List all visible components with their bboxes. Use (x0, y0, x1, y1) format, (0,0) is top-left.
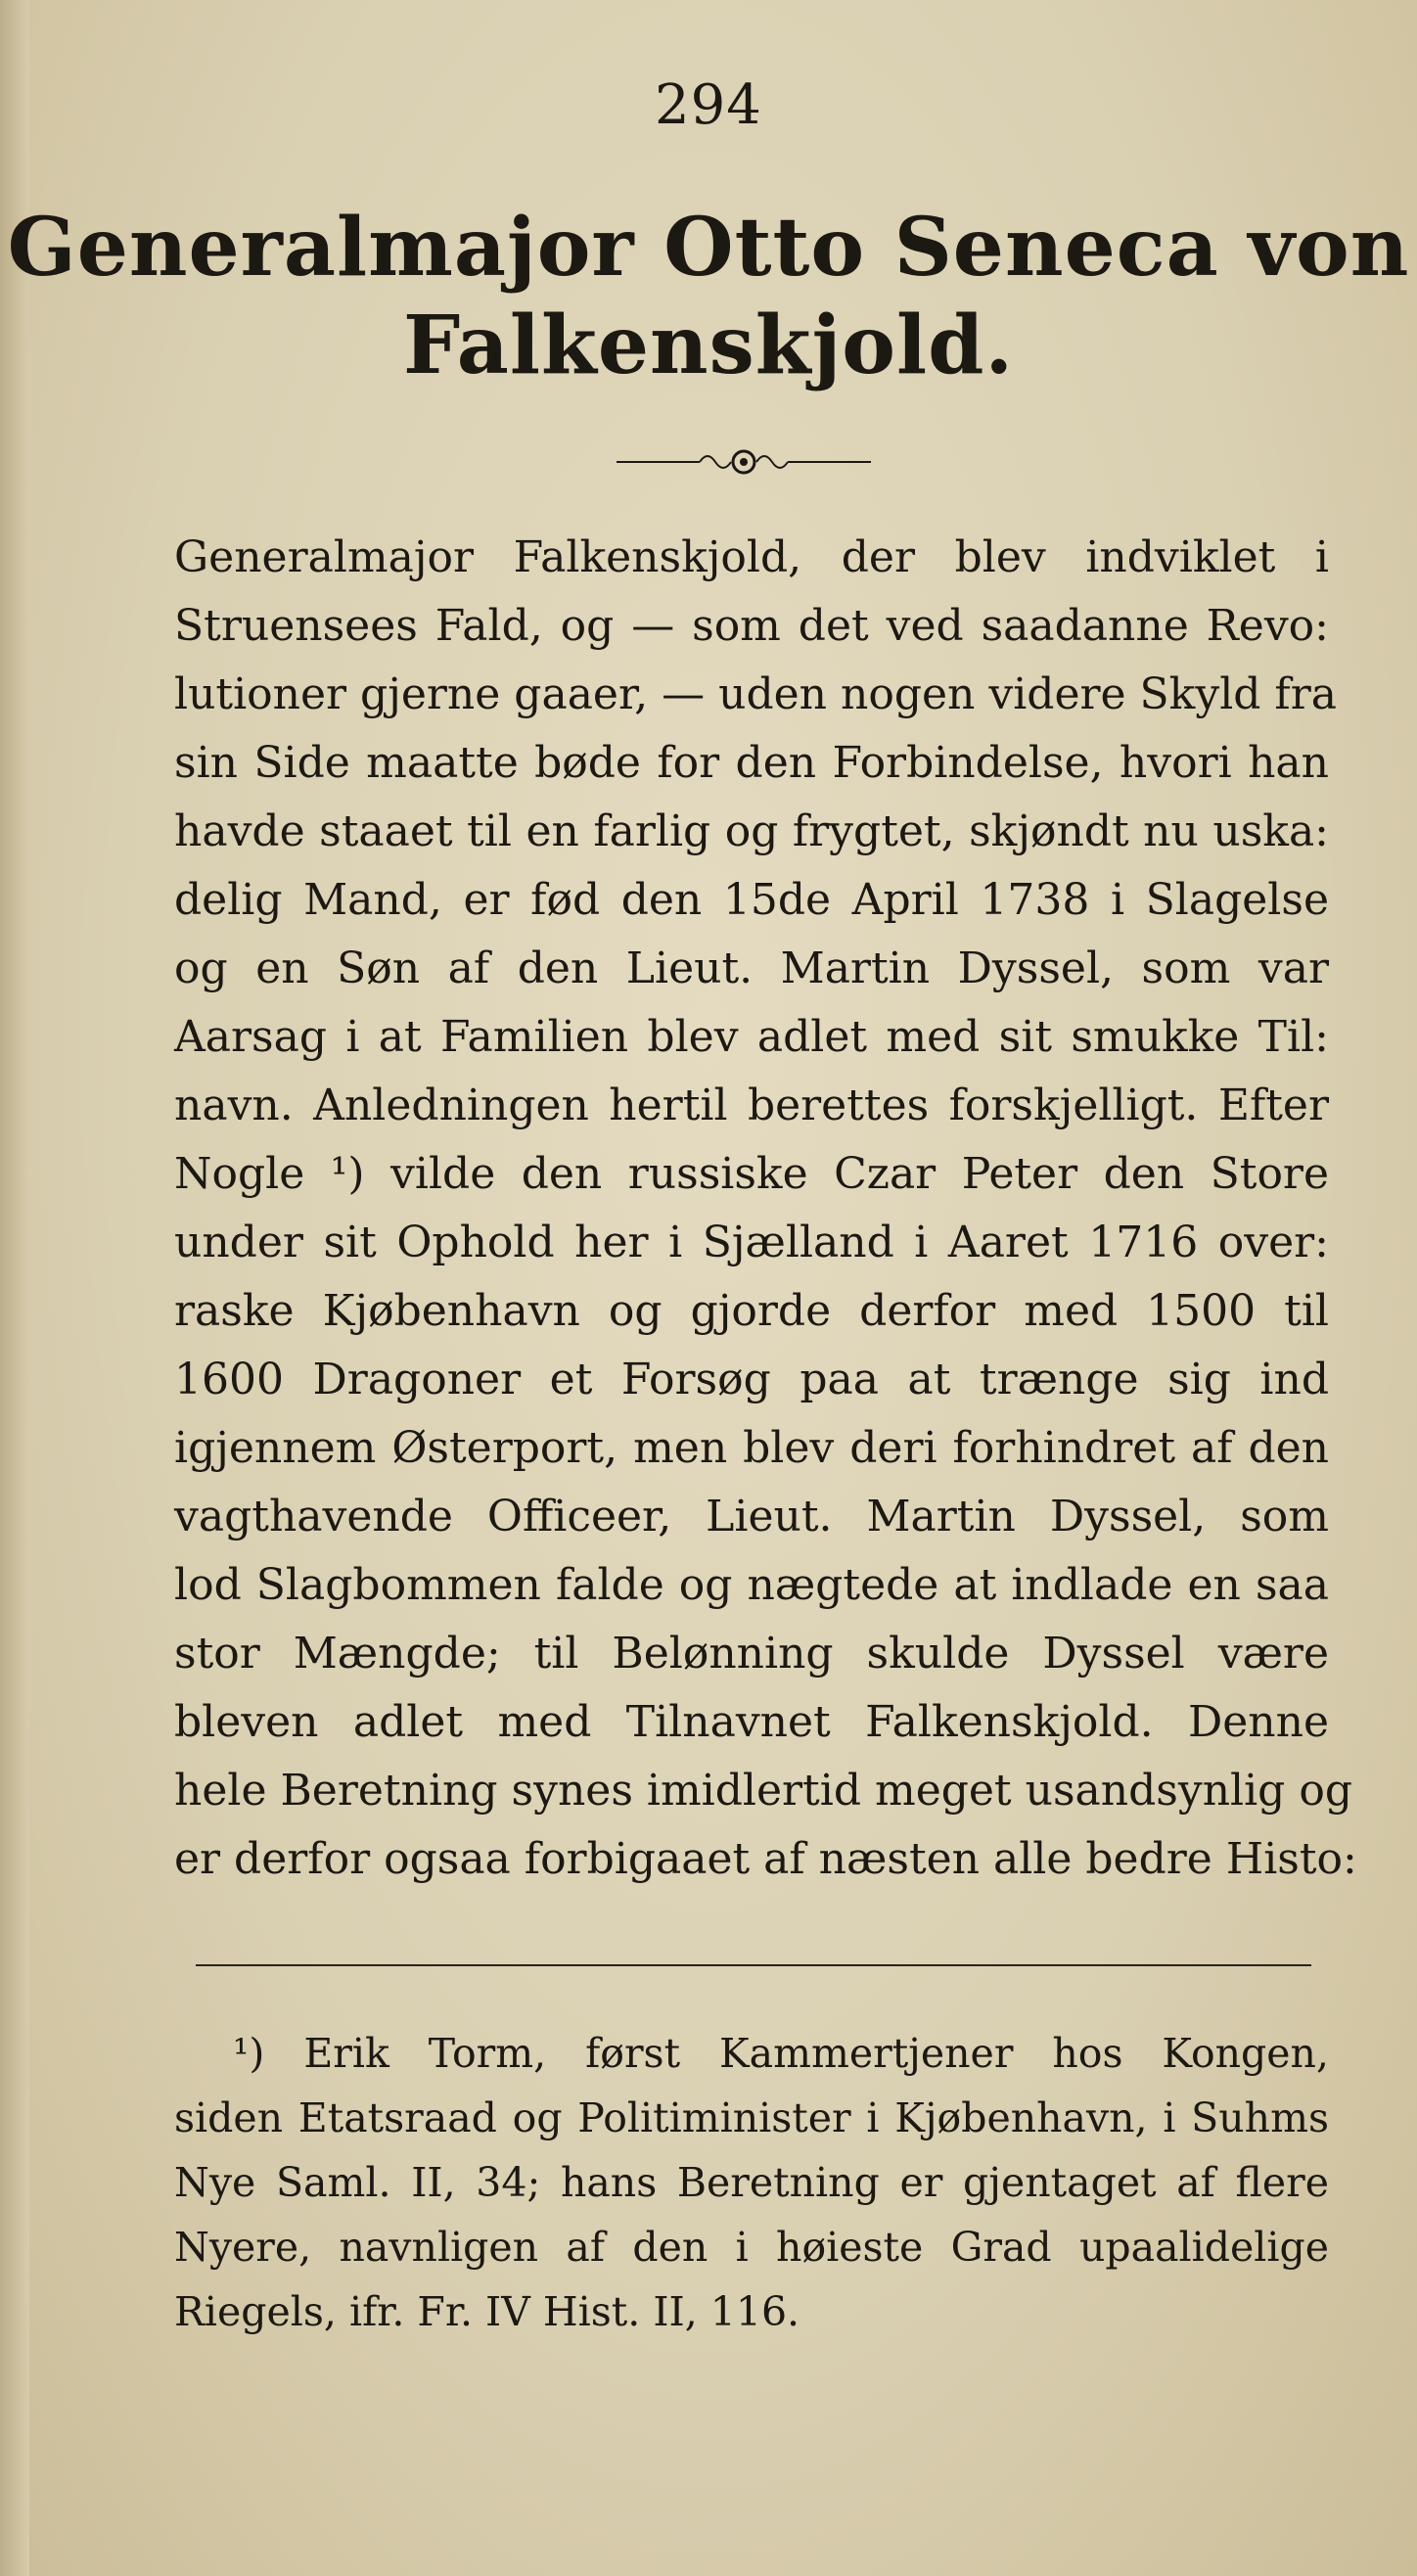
text-line: stor Mængde; til Belønning skulde Dyssel være (174, 1629, 1329, 1679)
text-line: havde staaet til en farlig og frygtet, skjøndt nu uska: (174, 806, 1329, 856)
text-line: lutioner gjerne gaaer, — uden nogen videre Skyld fra (174, 669, 1337, 719)
text-line: navn. Anledningen hertil berettes forskjelligt. Efter (174, 1081, 1329, 1130)
text-line: Aarsag i at Familien blev adlet med sit smukke Til: (174, 1012, 1329, 1062)
text-line: under sit Ophold her i Sjælland i Aaret 1716 over: (174, 1218, 1329, 1267)
footnote-line: Nyere, navnligen af den i høieste Grad upaalidelige (174, 2224, 1329, 2271)
text-line: sin Side maatte bøde for den Forbindelse, hvori han (174, 738, 1329, 788)
footnote-line: Riegels, ifr. Fr. IV Hist. II, 116. (174, 2288, 800, 2335)
text-line: delig Mand, er fød den 15de April 1738 i Slagelse (174, 875, 1329, 925)
text-line: raske Kjøbenhavn og gjorde derfor med 1500 til (174, 1286, 1329, 1336)
text-line: lod Slagbommen falde og nægtede at indlade en saa (174, 1560, 1329, 1610)
text-line: 1600 Dragoner et Forsøg paa at trænge sig ind (174, 1355, 1329, 1404)
chapter-title-line-2: Falkenskjold. (403, 299, 1014, 392)
footnote-line: Nye Saml. II, 34; hans Beretning er gjentaget af flere (174, 2159, 1329, 2206)
text-line: Generalmajor Falkenskjold, der blev indviklet i (174, 532, 1329, 582)
text-line: vagthavende Officeer, Lieut. Martin Dyssel, som (174, 1492, 1329, 1541)
text-line: er derfor ogsaa forbigaaet af næsten alle bedre Histo: (174, 1834, 1357, 1884)
text-line: Struensees Fald, og — som det ved saadanne Revo: (174, 601, 1329, 651)
page-number: 294 (655, 73, 762, 137)
text-line: Nogle ¹) vilde den russiske Czar Peter den Store (174, 1149, 1329, 1199)
text-line: bleven adlet med Tilnavnet Falkenskjold. Denne (174, 1697, 1329, 1747)
footnote-rule (196, 1964, 1311, 1966)
footnote-line: siden Etatsraad og Politiminister i Kjøbenhavn, i Suhms (174, 2094, 1329, 2141)
text-line: hele Beretning synes imidlertid meget usandsynlig og (174, 1766, 1352, 1816)
footnote-line: ¹) Erik Torm, først Kammertjener hos Kongen, (233, 2030, 1329, 2077)
chapter-title-line-1: Generalmajor Otto Seneca von (7, 201, 1410, 295)
ornament-divider-icon (617, 442, 871, 482)
text-line: igjennem Østerport, men blev deri forhindret af den (174, 1423, 1329, 1473)
text-line: og en Søn af den Lieut. Martin Dyssel, som var (174, 943, 1329, 993)
